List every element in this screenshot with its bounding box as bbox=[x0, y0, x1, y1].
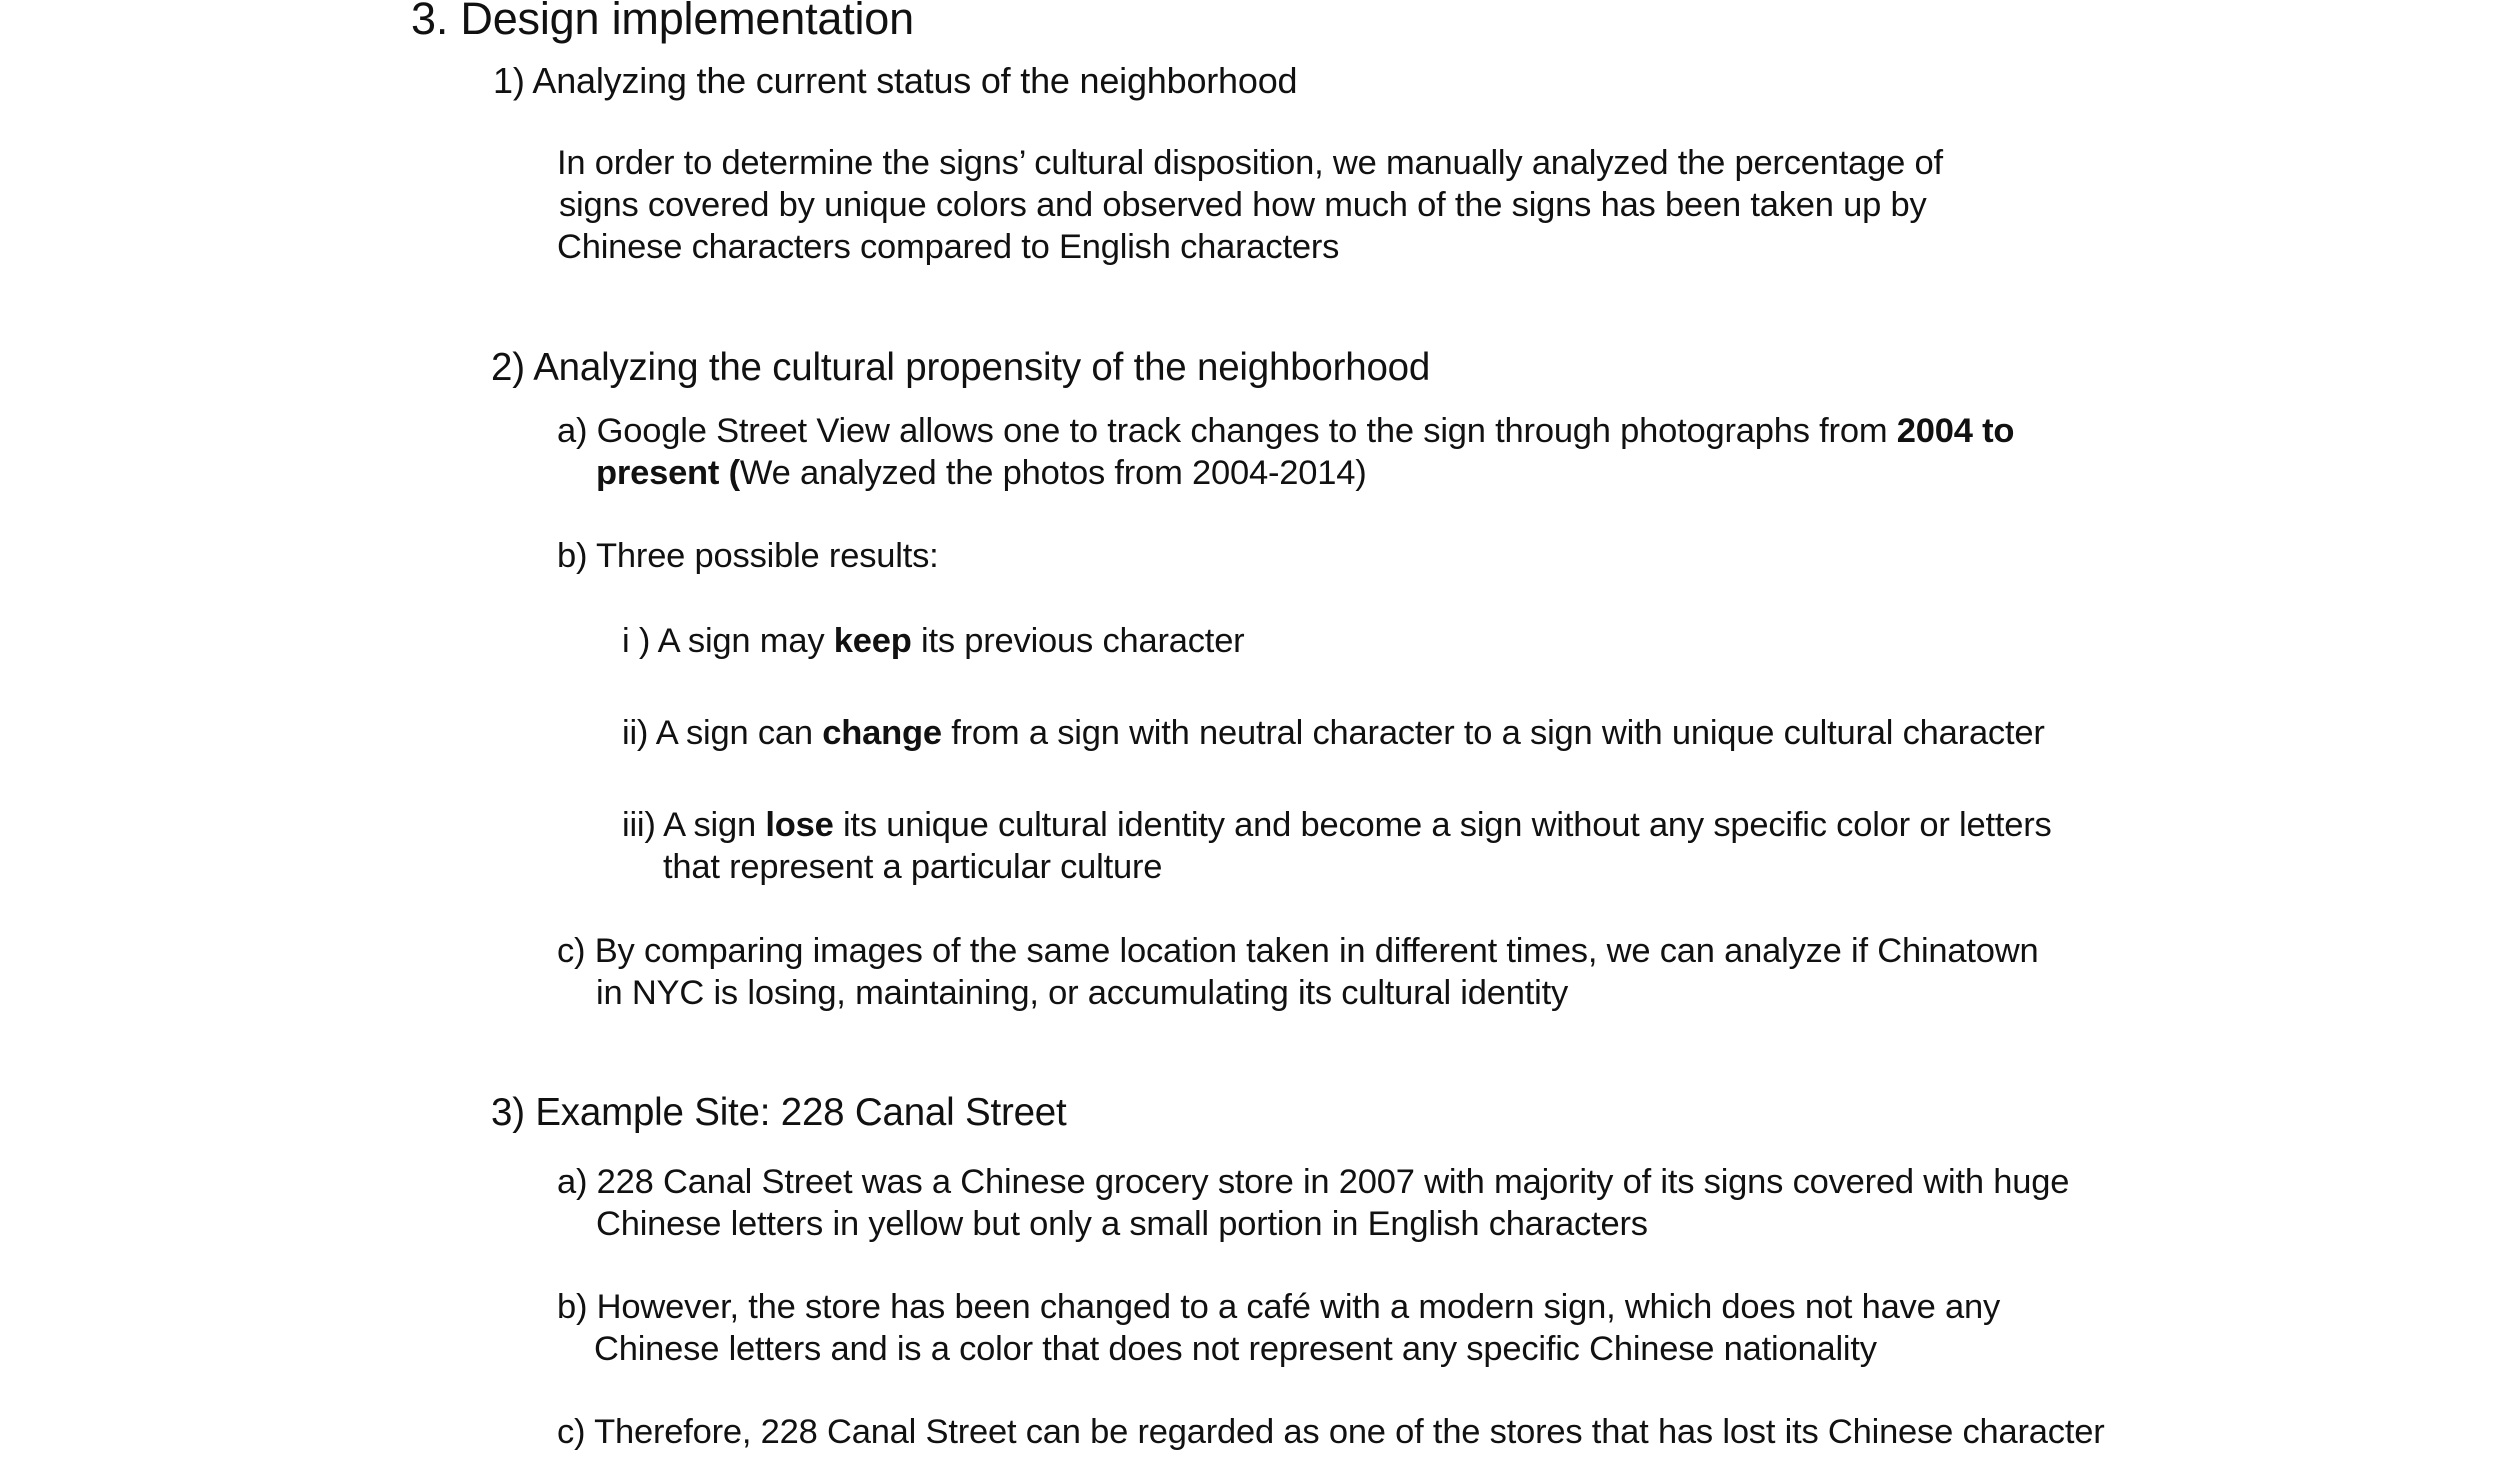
part3-b-line-2: Chinese letters and is a color that does not represent any specific Chinese nationality bbox=[594, 1330, 1877, 1368]
part2-b-ii-prefix: ii) A sign can bbox=[622, 714, 823, 752]
part2-a-line-2 bbox=[596, 452, 1366, 494]
part2-b-label: b) Three possible results: bbox=[557, 537, 939, 575]
part1-paragraph-line-2: signs covered by unique colors and observed how much of the signs has been taken up by bbox=[559, 186, 1927, 224]
part2-c-line-2: in NYC is losing, maintaining, or accumulating its cultural identity bbox=[596, 974, 1569, 1012]
part3-heading: 3) Example Site: 228 Canal Street bbox=[491, 1091, 1067, 1134]
part2-a-bold-present: present ( bbox=[596, 454, 740, 492]
part2-b-iii-suffix: its unique cultural identity and become a sign without any specific color or letters bbox=[833, 806, 2052, 844]
part2-b-iii bbox=[622, 804, 2052, 846]
part3-b-line-1: b) However, the store has been changed to a café with a modern sign, which does not have any bbox=[557, 1288, 2000, 1326]
part2-heading: 2) Analyzing the cultural propensity of the neighborhood bbox=[491, 346, 1431, 389]
part3-c-line-1: c) Therefore, 228 Canal Street can be regarded as one of the stores that has lost its Chinese character bbox=[557, 1413, 2105, 1451]
part2-b-i-bold: keep bbox=[833, 622, 912, 660]
part2-c-line-1: c) By comparing images of the same location taken in different times, we can analyze if Chinatown bbox=[557, 932, 2039, 970]
part3-a-line-1: a) 228 Canal Street was a Chinese grocery store in 2007 with majority of its signs covered with huge bbox=[557, 1163, 2070, 1201]
part1-heading: 1) Analyzing the current status of the neighborhood bbox=[493, 60, 1298, 101]
part3-a-line-2: Chinese letters in yellow but only a small portion in English characters bbox=[596, 1205, 1648, 1243]
part2-a-line-1 bbox=[557, 410, 2014, 452]
part2-b-i-prefix: i ) A sign may bbox=[622, 622, 834, 660]
part2-a-text: a) Google Street View allows one to track changes to the sign through photographs from bbox=[557, 412, 1897, 450]
part1-paragraph-line-1: In order to determine the signs’ cultural disposition, we manually analyzed the percentage of bbox=[557, 144, 1943, 182]
part2-b-ii-suffix: from a sign with neutral character to a sign with unique cultural character bbox=[941, 714, 2045, 752]
part2-b-iii-bold: lose bbox=[765, 806, 834, 844]
part2-b-i bbox=[622, 620, 1244, 662]
part2-b-iii-prefix: iii) A sign bbox=[622, 806, 766, 844]
part2-b-ii bbox=[622, 712, 2045, 754]
part2-b-i-suffix: its previous character bbox=[911, 622, 1245, 660]
part2-a-text-2: We analyzed the photos from 2004-2014) bbox=[739, 454, 1367, 492]
part2-b-ii-bold: change bbox=[822, 714, 942, 752]
part2-a-bold-dates: 2004 to bbox=[1896, 412, 2015, 450]
part1-paragraph-line-3: Chinese characters compared to English characters bbox=[557, 228, 1340, 266]
part2-b-iii-line-2: that represent a particular culture bbox=[663, 848, 1163, 886]
section-title: 3. Design implementation bbox=[411, 0, 914, 44]
